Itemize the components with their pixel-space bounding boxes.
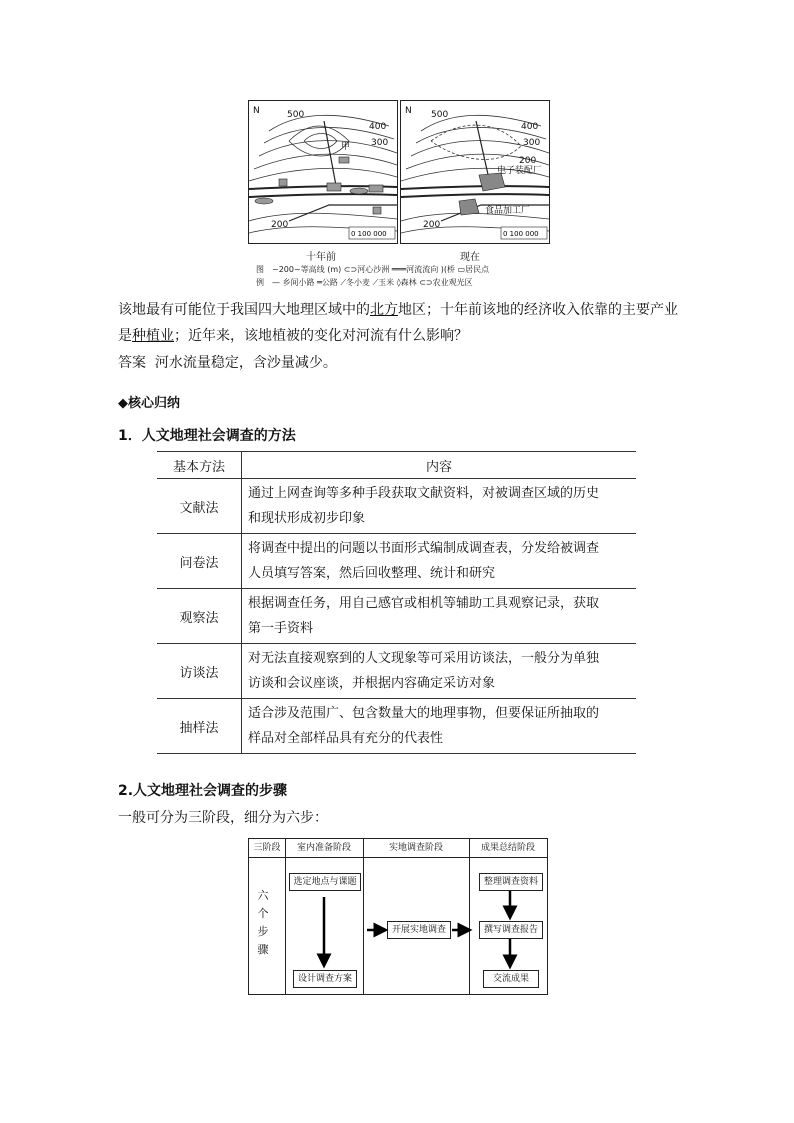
answer-label: 答案 [118, 355, 146, 371]
table-row [157, 534, 636, 589]
steps-header: 室内准备阶段 [285, 839, 363, 858]
method-content [242, 699, 637, 754]
contour-label: 500 [287, 110, 305, 120]
table-header: 内容 [242, 452, 637, 479]
steps-header: 实地调查阶段 [363, 839, 469, 858]
contour-label: 200 [519, 156, 537, 166]
table-header-row [157, 452, 636, 479]
content-line: 和现状形成初步印象 [248, 511, 366, 526]
steps-header: 三阶段 [249, 839, 285, 858]
contour-label: 300 [523, 138, 541, 148]
content-line: 根据调查任务，用自己感官或相机等辅助工具观察记录，获取 [248, 596, 600, 611]
content-line: 适合涉及范围广、包含数量大的地理事物，但要保证所抽取的 [248, 706, 600, 721]
north-arrow: N [253, 106, 260, 116]
method-content [242, 534, 637, 589]
question-text: 该地最有可能位于我国四大地理区域中的 [118, 302, 370, 318]
steps-arrows [249, 839, 547, 994]
legend-title: 例 [256, 278, 264, 287]
contour-label: 200 [423, 220, 441, 230]
map-caption-right: 现在 [460, 252, 480, 263]
place-label-jia: 甲 [341, 142, 351, 152]
method-name: 访谈法 [157, 644, 242, 699]
method-name: 观察法 [157, 589, 242, 644]
map-ten-years-ago [248, 100, 398, 244]
step-share-results: 交流成果 [483, 970, 539, 988]
content-line: 将调查中提出的问题以书面形式编制成调查表，分发给被调查 [248, 541, 600, 556]
north-arrow: N [405, 106, 412, 116]
steps-diagram [248, 838, 548, 995]
steps-header: 成果总结阶段 [469, 839, 547, 858]
step-field-survey: 开展实地调查 [387, 921, 451, 939]
answer-text: 河水流量稳定，含沙量减少。 [154, 355, 337, 371]
method-name: 抽样法 [157, 699, 242, 754]
content-line: 访谈和会议座谈，并根据内容确定采访对象 [248, 676, 496, 691]
method-content [242, 644, 637, 699]
answer-blank-industry: 种植业 [132, 328, 174, 344]
scale-label: 0 100 000 [503, 230, 539, 238]
contour-label: 300 [371, 138, 389, 148]
contour-label: 200 [271, 220, 289, 230]
table-row [157, 699, 636, 754]
table-row [157, 644, 636, 699]
contour-label: 500 [431, 110, 449, 120]
table-row [157, 589, 636, 644]
scale-label: 0 100 000 [351, 230, 387, 238]
content-line: 第一手资料 [248, 621, 314, 636]
contour-label: 400 [521, 122, 539, 132]
content-line: 通过上网查询等多种手段获取文献资料，对被调查区域的历史 [248, 486, 600, 501]
legend-title: 图 [256, 265, 264, 274]
factory-label-food: 食品加工厂 [485, 206, 531, 216]
side-char: 步 [257, 925, 269, 938]
method-name: 问卷法 [157, 534, 242, 589]
legend-row-1: ~200~等高线 (m) ⊂⊃河心沙洲 ═══河流流向 )(桥 ▭居民点 [272, 265, 490, 274]
section-marker: ◆核心归纳 [118, 396, 180, 411]
method-name: 文献法 [157, 479, 242, 534]
question-text: ；近年来，该地植被的变化对河流有什么影响？ [174, 328, 468, 344]
method-content [242, 589, 637, 644]
section-heading-steps: 2.人文地理社会调查的步骤 [118, 783, 288, 799]
map-caption-left: 十年前 [306, 252, 336, 263]
legend-row-2: — 乡间小路 ═公路 ⟋冬小麦 ⟋玉米 ◊森林 ⊂⊃农业观光区 [272, 278, 473, 287]
map-now-drawing [401, 101, 549, 243]
contour-label: 400 [369, 122, 387, 132]
answer-blank-region: 北方 [370, 302, 398, 318]
side-char: 个 [257, 907, 269, 920]
section-heading-methods: 1．人文地理社会调查的方法 [118, 428, 296, 444]
content-line: 人员填写答案，然后回收整理、统计和研究 [248, 566, 496, 581]
question-line-1 [118, 298, 682, 323]
step-select-site: 选定地点与课题 [289, 873, 361, 891]
step-organize-data: 整理调查资料 [479, 873, 543, 891]
map-now [400, 100, 550, 244]
answer-line [118, 351, 682, 376]
content-line: 对无法直接观察到的人文现象等可采用访谈法，一般分为单独 [248, 651, 600, 666]
step-write-report: 撰写调查报告 [479, 921, 543, 939]
method-content [242, 479, 637, 534]
table-header: 基本方法 [157, 452, 242, 479]
side-char: 六 [257, 889, 269, 902]
question-text: 是 [118, 328, 132, 344]
side-char: 骤 [257, 943, 269, 956]
step-design-plan: 设计调查方案 [293, 970, 357, 988]
map-figure [248, 100, 548, 276]
question-text: 地区；十年前该地的经济收入依靠的主要产业 [398, 302, 678, 318]
map-ten-years-ago-drawing [249, 101, 397, 243]
content-line: 样品对全部样品具有充分的代表性 [248, 731, 444, 746]
methods-table [157, 451, 636, 754]
question-line-2 [118, 324, 682, 349]
factory-label-electronics: 电子装配厂 [497, 166, 543, 176]
table-row [157, 479, 636, 534]
steps-intro: 一般可分为三阶段，细分为六步： [118, 810, 328, 826]
